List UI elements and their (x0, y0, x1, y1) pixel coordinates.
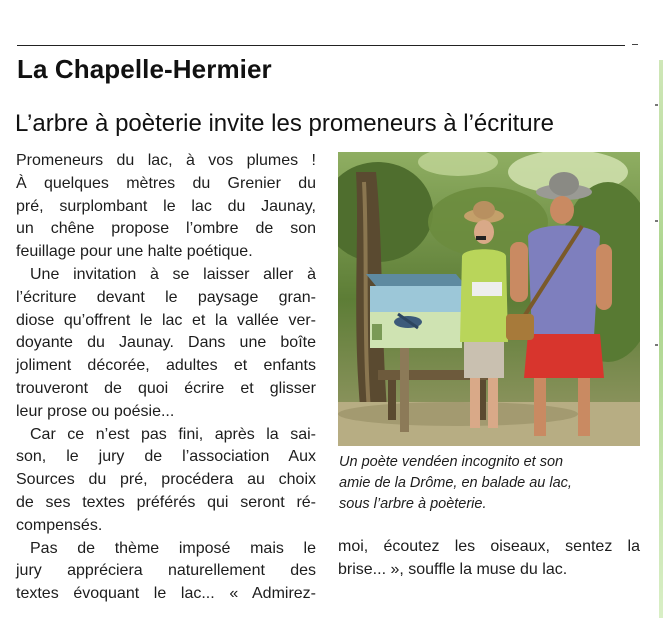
body-line: À quelques mètres du Grenier du (16, 174, 316, 192)
body-line: trouveront de quoi écrire et glisser (16, 379, 316, 397)
locality-heading: La Chapelle-Hermier (17, 54, 272, 84)
body-line: un chêne propose l’ombre de son (16, 220, 316, 238)
body-line: brise... », souffle la muse du lac. (338, 560, 568, 578)
body-line: jury appréciera naturellement des (16, 562, 316, 580)
article-photo (338, 152, 640, 446)
header-rule-tick (632, 44, 638, 45)
body-line: de ses textes préférés qui seront ré- (16, 493, 316, 511)
caption-line: Un poète vendéen incognito et son (339, 454, 564, 470)
body-line: leur prose ou poésie... (16, 402, 175, 420)
edge-mark (655, 344, 658, 346)
body-line: feuillage pour une halte poétique. (16, 243, 253, 261)
article-body-right (338, 536, 640, 582)
body-line: textes évoquant le lac... « Admirez- (16, 585, 316, 603)
body-line: joliment décorée, adultes et enfants (16, 357, 316, 375)
body-line: l’écriture devant le paysage gran- (16, 288, 316, 306)
page-edge-strip (659, 60, 663, 618)
caption-line: amie de la Drôme, en balade au lac, (339, 475, 572, 491)
body-line: Une invitation à se laisser aller à (30, 265, 316, 283)
body-line: diose qu’offrent le lac et la vallée ver- (16, 311, 316, 329)
body-line: moi, écoutez les oiseaux, sentez la (338, 538, 640, 555)
body-line: Sources du pré, procédera au choix (16, 471, 316, 489)
body-line: compensés. (16, 516, 103, 534)
photo-caption (339, 452, 639, 515)
article-body-left (16, 150, 316, 606)
body-line: pré, surplombant le lac du Jaunay, (16, 197, 316, 215)
body-line: doyante du Jaunay. Dans une boîte (16, 334, 316, 352)
caption-line: sous l’arbre à poèterie. (339, 496, 487, 512)
edge-mark (655, 220, 658, 222)
photo-illustration (338, 152, 640, 446)
header-rule (17, 45, 625, 46)
article-headline: L’arbre à poèterie invite les promeneurs à l’écriture (15, 110, 554, 137)
edge-mark (655, 104, 658, 106)
body-line: son, le jury de l’association Aux (16, 448, 316, 466)
body-line: Promeneurs du lac, à vos plumes ! (16, 152, 316, 169)
body-line: Car ce n’est pas fini, après la sai- (30, 425, 316, 443)
body-line: Pas de thème imposé mais le (30, 539, 316, 557)
